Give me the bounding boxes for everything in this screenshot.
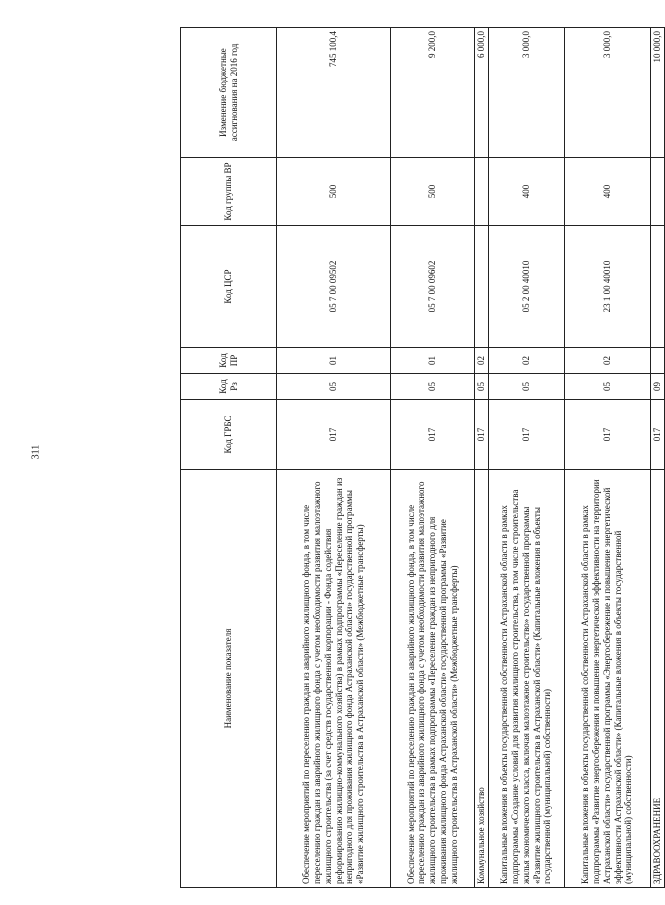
header-pr: Код ПР [181,348,277,374]
cell-name: Капитальные вложения в объекты государственной собственности Астраханской области в рамках подпрограммы «Создание условий для развития жилищного строительства, в том числе строительства жилья экономического класса, включая малоэтажное строительство» государственной программы «Развитие жилищного строительства в Астраханской области» (Капитальные вложения в объекты государственной (муниципальной) собственности) [488,470,564,888]
budget-table [180,27,665,888]
page-number: 311 [30,444,42,460]
cell-rz: 05 [277,374,391,400]
cell-grbs: 017 [475,400,489,470]
header-amount: Изменение бюджетные ассигнования на 2016 год [181,28,277,158]
cell-vr [475,158,489,226]
cell-rz: 05 [488,374,564,400]
cell-pr: 01 [391,348,475,374]
cell-amount: 6 000,0 [475,28,489,158]
cell-amount: 745 100,4 [277,28,391,158]
cell-pr: 02 [564,348,650,374]
table-row [650,28,664,888]
cell-vr [650,158,664,226]
cell-name: Обеспечение мероприятий по переселению граждан из аварийного жилищного фонда, в том числе переселению граждан из аварийного жилищного фонда с учетом необходимости развития малоэтажного жилищного строительства (за счет средств государственной корпорации - Фонда содействия реформированию жилищно-коммунального хозяйства) в рамках подпрограммы «Переселение граждан из непригодного для проживания жилищного фонда Астраханской области» государственной программы «Развитие жилищного строительства в Астраханской области» (Межбюджетные трансферты) [277,470,391,888]
cell-vr: 500 [277,158,391,226]
cell-grbs: 017 [488,400,564,470]
cell-csr [650,226,664,348]
header-rz: Код Рз [181,374,277,400]
cell-name: ЗДРАВООХРАНЕНИЕ [650,470,664,888]
cell-csr: 05 7 00 09602 [391,226,475,348]
cell-pr: 01 [277,348,391,374]
cell-amount: 10 000,0 [650,28,664,158]
table-row [475,28,489,888]
header-vr: Код группы ВР [181,158,277,226]
cell-rz: 09 [650,374,664,400]
cell-pr [650,348,664,374]
cell-rz: 05 [564,374,650,400]
cell-name: Капитальные вложения в объекты государственной собственности Астраханской области в рамках подпрограммы «Развитие энергосбережения и повышение энергетической эффективности на территории Астраханской области» государственной программы «Энергосбережение и повышение энергетической эффективности Астраханской области» (Капитальные вложения в объекты государственной (муниципальной) собственности) [564,470,650,888]
cell-amount: 3 000,0 [564,28,650,158]
cell-vr: 500 [391,158,475,226]
table-header-row [181,28,277,888]
cell-pr: 02 [488,348,564,374]
rotated-table-container [180,28,662,888]
cell-grbs: 017 [391,400,475,470]
cell-rz: 05 [475,374,489,400]
cell-name: Коммунальное хозяйство [475,470,489,888]
cell-name: Обеспечение мероприятий по переселению граждан из аварийного жилищного фонда, в том числе переселению граждан из аварийного жилищного фонда с учетом необходимости развития малоэтажного жилищного строительства в рамках подпрограммы «Переселение граждан из непригодного для проживания жилищного фонда Астраханской области» государственной программы «Развитие жилищного строительства в Астраханской области» (Межбюджетные трансферты) [391,470,475,888]
table-row [488,28,564,888]
header-csr: Код ЦСР [181,226,277,348]
cell-csr: 05 7 00 09502 [277,226,391,348]
cell-amount: 9 200,0 [391,28,475,158]
cell-grbs: 017 [564,400,650,470]
cell-vr: 400 [488,158,564,226]
cell-csr [475,226,489,348]
header-grbs: Код ГРБС [181,400,277,470]
table-row [391,28,475,888]
header-name: Наименование показателя [181,470,277,888]
cell-grbs: 017 [277,400,391,470]
cell-rz: 05 [391,374,475,400]
table-row [277,28,391,888]
cell-pr: 02 [475,348,489,374]
cell-amount: 3 000,0 [488,28,564,158]
cell-vr: 400 [564,158,650,226]
cell-grbs: 017 [650,400,664,470]
cell-csr: 23 1 00 40010 [564,226,650,348]
cell-csr: 05 2 00 40010 [488,226,564,348]
table-row [564,28,650,888]
